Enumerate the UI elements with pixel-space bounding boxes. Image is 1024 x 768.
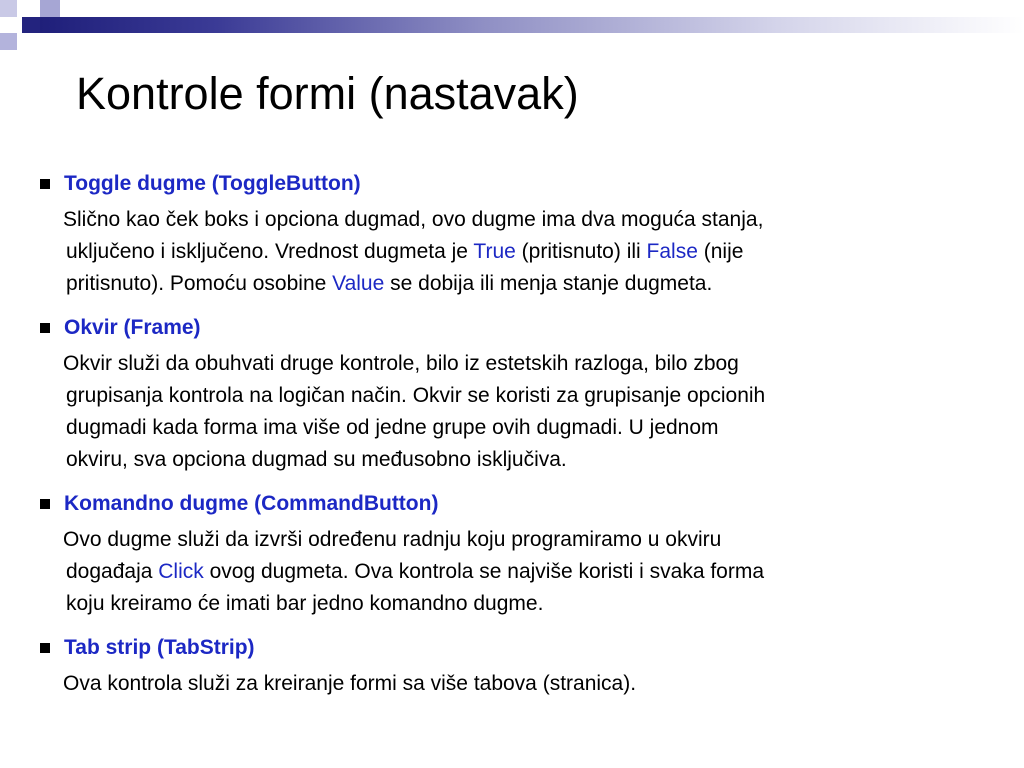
decor-square: [17, 0, 40, 17]
bullet-list: [40, 168, 990, 712]
keyword-highlight: True: [473, 240, 516, 263]
bullet-description: [63, 204, 990, 300]
bullet-description: [63, 668, 990, 700]
description-line: pritisnuto). Pomoću osobine Value se dobija ili menja stanje dugmeta.: [66, 272, 713, 295]
description-line: uključeno i isključeno. Vrednost dugmeta je True (pritisnuto) ili False (nije: [66, 240, 744, 263]
square-bullet-icon: [40, 643, 50, 653]
bullet-description: [63, 524, 990, 620]
bullet-heading-row: [40, 632, 990, 664]
description-line: događaja Click ovog dugmeta. Ova kontrola se najviše koristi i svaka forma: [66, 560, 765, 583]
bullet-item: [40, 632, 990, 700]
bullet-description: [63, 348, 990, 476]
square-bullet-icon: [40, 499, 50, 509]
bullet-item: [40, 168, 990, 300]
bullet-heading: Toggle dugme (ToggleButton): [64, 172, 361, 195]
decor-square: [40, 0, 60, 17]
bullet-heading-row: [40, 312, 990, 344]
description-line: Ova kontrola služi za kreiranje formi sa više tabova (stranica).: [63, 672, 637, 695]
slide-title: Kontrole formi (nastavak): [76, 68, 579, 119]
square-bullet-icon: [40, 323, 50, 333]
bullet-heading-row: [40, 168, 990, 200]
keyword-highlight: Click: [158, 560, 204, 583]
decor-square: [22, 17, 40, 33]
decor-square: [0, 33, 17, 50]
square-bullet-icon: [40, 179, 50, 189]
description-line: Slično kao ček boks i opciona dugmad, ovo dugme ima dva moguća stanja,: [63, 208, 764, 231]
description-line: Ovo dugme služi da izvrši određenu radnju koju programiramo u okviru: [63, 528, 722, 551]
header-gradient-bar: [40, 17, 1024, 33]
description-line: Okvir služi da obuhvati druge kontrole, bilo iz estetskih razloga, bilo zbog: [63, 352, 739, 375]
bullet-item: [40, 312, 990, 476]
description-line: dugmadi kada forma ima više od jedne grupe ovih dugmadi. U jednom: [66, 416, 719, 439]
bullet-item: [40, 488, 990, 620]
decor-square: [17, 33, 37, 45]
keyword-highlight: Value: [332, 272, 385, 295]
decor-square: [0, 0, 17, 17]
description-line: grupisanja kontrola na logičan način. Okvir se koristi za grupisanje opcionih: [66, 384, 766, 407]
bullet-heading-row: [40, 488, 990, 520]
bullet-heading: Okvir (Frame): [64, 316, 201, 339]
description-line: okviru, sva opciona dugmad su međusobno isključiva.: [66, 448, 567, 471]
bullet-heading: Tab strip (TabStrip): [64, 636, 255, 659]
description-line: koju kreiramo će imati bar jedno komandno dugme.: [66, 592, 544, 615]
keyword-highlight: False: [646, 240, 698, 263]
bullet-heading: Komandno dugme (CommandButton): [64, 492, 439, 515]
